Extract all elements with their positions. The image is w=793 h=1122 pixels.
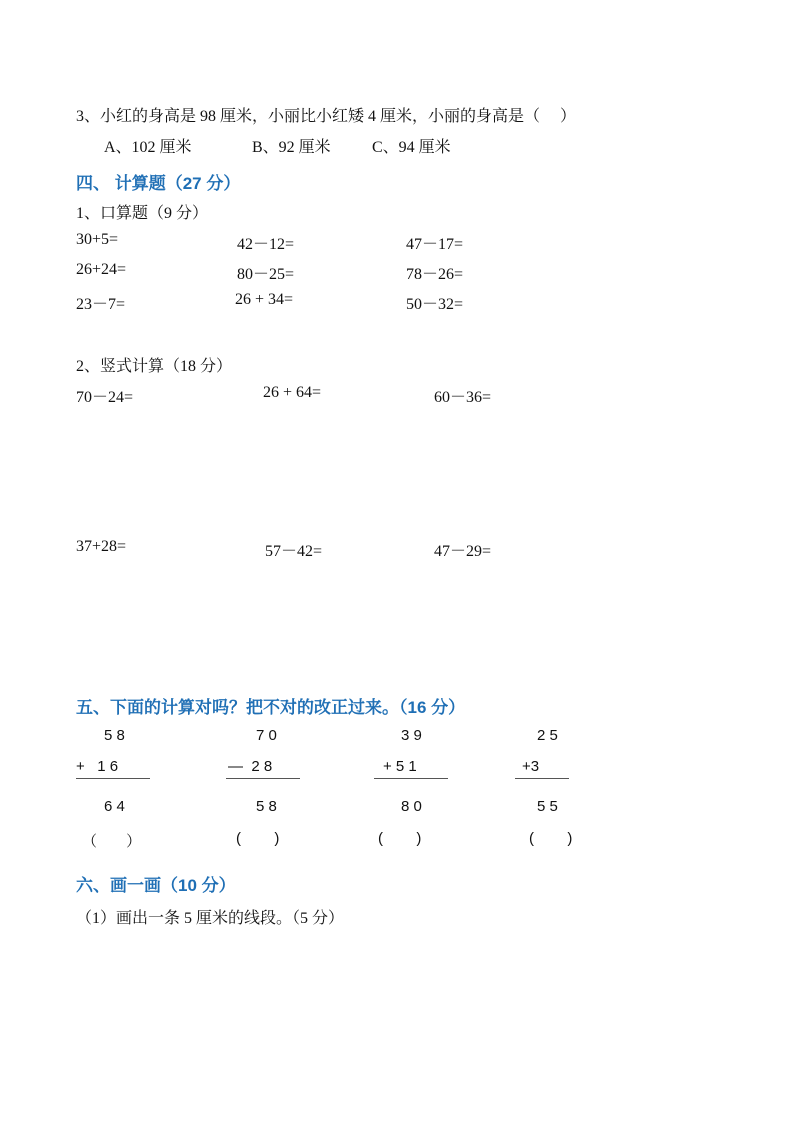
problem-result: 8 0 [401, 798, 422, 815]
section-6-heading: 六、画一画（10 分） [76, 876, 236, 895]
oral-calc-item: 42－12= [237, 236, 295, 253]
vertical-calc-title: 2、竖式计算（18 分） [76, 358, 233, 375]
section-4-heading: 四、 计算题（27 分） [76, 174, 241, 193]
vertical-calc-item: 47－29= [434, 543, 492, 560]
option-a: A、102 厘米 [104, 139, 192, 156]
answer-blank[interactable]: ( ) [378, 830, 422, 847]
vertical-calc-item: 37+28= [76, 538, 127, 555]
problem-operand: + 1 6 [76, 758, 119, 775]
oral-calc-item: 47－17= [406, 236, 464, 253]
problem-operand: — 2 8 [228, 758, 273, 775]
problem-top-number: 5 8 [104, 727, 125, 744]
problem-underline [226, 778, 300, 779]
oral-calc-item: 80－25= [237, 266, 295, 283]
answer-blank[interactable]: （ ） [82, 833, 142, 850]
answer-blank[interactable]: ( ) [236, 830, 280, 847]
oral-calc-item: 50－32= [406, 296, 464, 313]
vertical-calc-item: 60－36= [434, 389, 492, 406]
oral-calc-item: 23－7= [76, 296, 126, 313]
problem-result: 6 4 [104, 798, 125, 815]
problem-underline [374, 778, 448, 779]
oral-calc-item: 30+5= [76, 231, 119, 248]
section-5-heading: 五、下面的计算对吗？把不对的改正过来。（16 分） [76, 698, 466, 717]
problem-top-number: 7 0 [256, 727, 277, 744]
answer-blank[interactable]: ( ) [529, 830, 573, 847]
vertical-calc-item: 26 + 64= [263, 384, 322, 401]
problem-operand: + 5 1 [383, 758, 417, 775]
oral-calc-item: 78－26= [406, 266, 464, 283]
oral-calc-item: 26 + 34= [235, 291, 294, 308]
oral-calc-title: 1、口算题（9 分） [76, 205, 209, 222]
problem-result: 5 5 [537, 798, 558, 815]
option-c: C、94 厘米 [372, 139, 451, 156]
question-3-text: 3、小红的身高是 98 厘米，小丽比小红矮 4 厘米，小丽的身高是（ ） [76, 108, 577, 125]
problem-underline [515, 778, 569, 779]
problem-top-number: 2 5 [537, 727, 558, 744]
vertical-calc-item: 57－42= [265, 543, 323, 560]
problem-result: 5 8 [256, 798, 277, 815]
option-b: B、92 厘米 [252, 139, 331, 156]
oral-calc-item: 26+24= [76, 261, 127, 278]
problem-top-number: 3 9 [401, 727, 422, 744]
vertical-calc-item: 70－24= [76, 389, 134, 406]
problem-operand: +3 [522, 758, 540, 775]
draw-item-1: （1）画出一条 5 厘米的线段。（5 分） [76, 910, 345, 927]
problem-underline [76, 778, 150, 779]
